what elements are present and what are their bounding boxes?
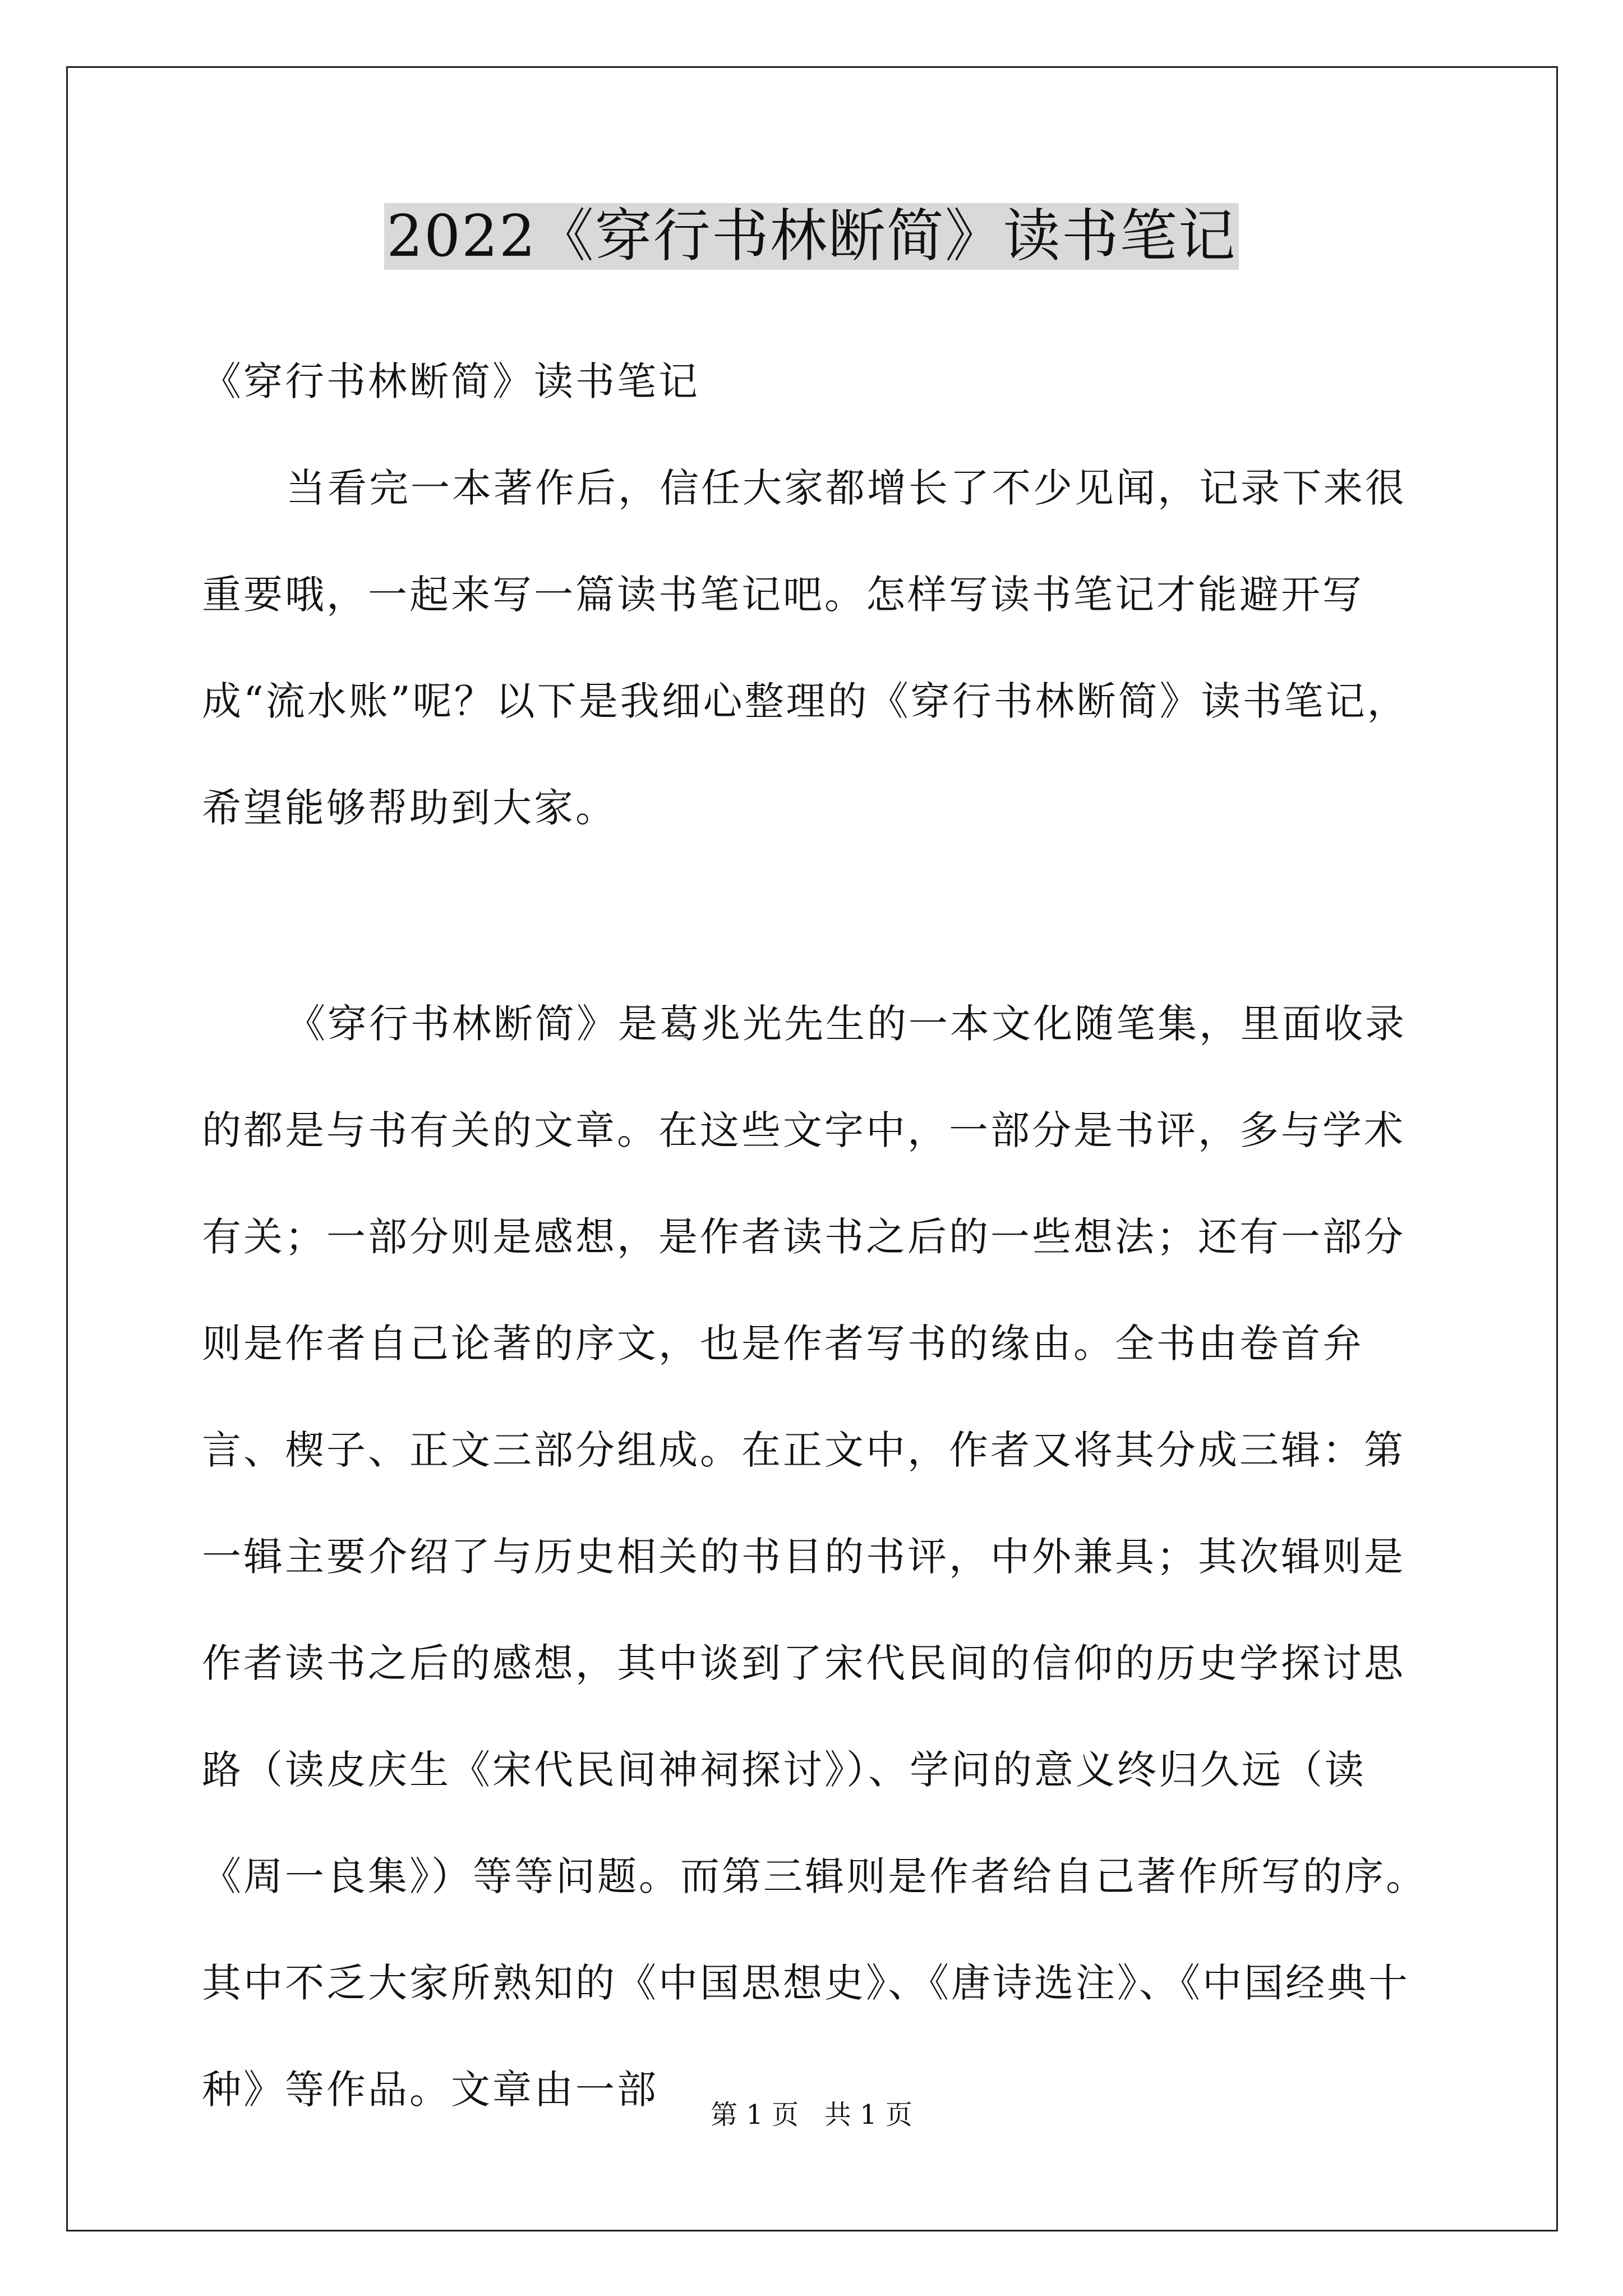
document-title bbox=[0, 197, 1623, 276]
paragraph-summary: 《穿行书林断简》是葛兆光先生的一本文化随笔集，里面收录的都是与书有关的文章。在这些文字中，一部分是书评，多与学术有关；一部分则是感想，是作者读书之后的一些想法；还有一部分则是作者自己论著的序文，也是作者写书的缘由。全书由卷首弁言、楔子、正文三部分组成。在正文中，作者又将其分成三辑：第一辑主要介绍了与历史相关的书目的书评，中外兼具；其次辑则是作者读书之后的感想，其中谈到了宋代民间的信仰的历史学探讨思路（读皮庆生《宋代民间神祠探讨》）、学问的意义终归久远（读《周一良集》）等等问题。而第三辑则是作者给自己著作所写的序。其中不乏大家所熟知的《中国思想史》、《唐诗选注》、《中国经典十种》等作品。文章由一部 bbox=[202, 1001, 1427, 2113]
document-subtitle: 《穿行书林断简》读书笔记 bbox=[202, 358, 700, 404]
document-title-text: 2022《穿行书林断简》读书笔记 bbox=[384, 203, 1239, 270]
paragraph-intro: 当看完一本著作后，信任大家都增长了不少见闻，记录下来很重要哦，一起来写一篇读书笔记吧。怎样写读书笔记才能避开写成“流水账”呢？以下是我细心整理的《穿行书林断简》读书笔记，希望能够帮助到大家。 bbox=[202, 465, 1409, 831]
page-footer: 第 1 页 共 1 页 bbox=[711, 2099, 912, 2131]
